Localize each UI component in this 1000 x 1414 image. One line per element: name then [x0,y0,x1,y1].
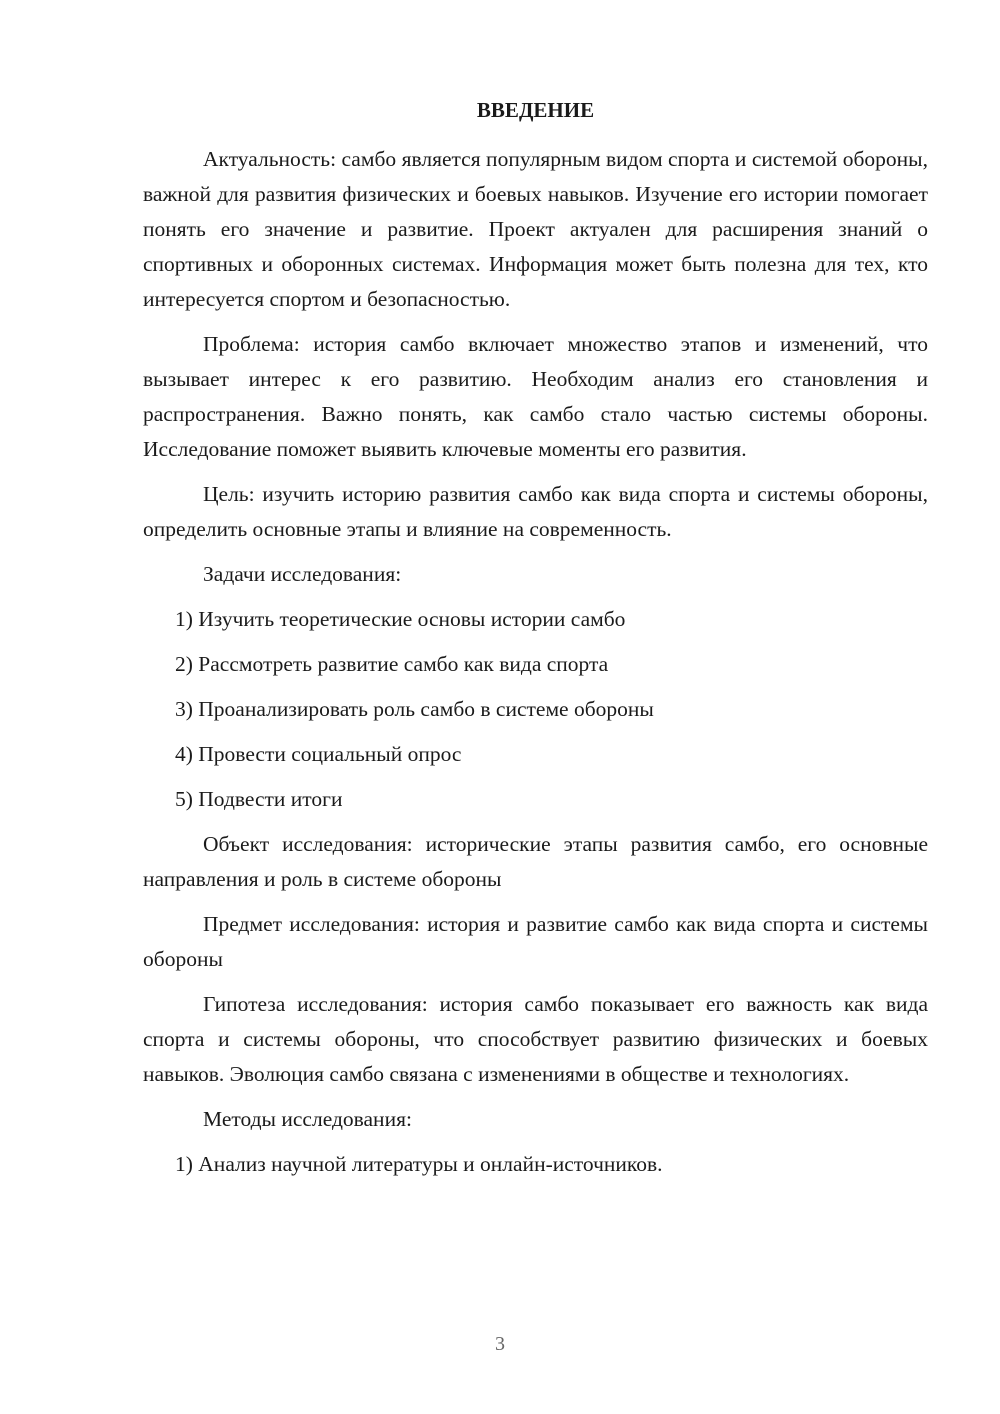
methods-heading: Методы исследования: [203,1107,412,1131]
paragraph-goal: Цель: изучить историю развития самбо как вида спорта и системы обороны, определить основные этапы и влияние на современность. [143,482,928,541]
document-page [143,92,928,1192]
list-item: 1) Изучить теоретические основы истории самбо [175,607,626,631]
methods-list [143,1147,928,1182]
paragraph-relevance: Актуальность: самбо является популярным видом спорта и системой обороны, важной для развития физических и боевых навыков. Изучение его истории помогает понять его значение и развитие. Проект актуален для расширения знаний о спортивных и оборонных системах. Информация может быть полезна для тех, кто интересуется спортом и безопасностью. [143,147,928,311]
list-item: 1) Анализ научной литературы и онлайн-источников. [175,1152,663,1176]
tasks-heading: Задачи исследования: [203,562,402,586]
page-number: 3 [495,1333,505,1355]
paragraph-subject: Предмет исследования: история и развитие самбо как вида спорта и системы обороны [143,912,928,971]
paragraph-object: Объект исследования: исторические этапы развития самбо, его основные направления и роль в системе обороны [143,832,928,891]
list-item: 2) Рассмотреть развитие самбо как вида спорта [175,652,609,676]
list-item: 5) Подвести итоги [175,787,343,811]
tasks-list [143,602,928,817]
page-title: ВВЕДЕНИЕ [476,98,595,122]
paragraph-hypothesis: Гипотеза исследования: история самбо показывает его важность как вида спорта и системы обороны, что способствует развитию физических и боевых навыков. Эволюция самбо связана с изменениями в обществе и технологиях. [143,992,928,1086]
list-item: 4) Провести социальный опрос [175,742,462,766]
list-item: 3) Проанализировать роль самбо в системе обороны [175,697,654,721]
paragraph-problem: Проблема: история самбо включает множество этапов и изменений, что вызывает интерес к его развитию. Необходим анализ его становления и распространения. Важно понять, как самбо стало частью системы обороны. Исследование поможет выявить ключевые моменты его развития. [143,332,928,461]
